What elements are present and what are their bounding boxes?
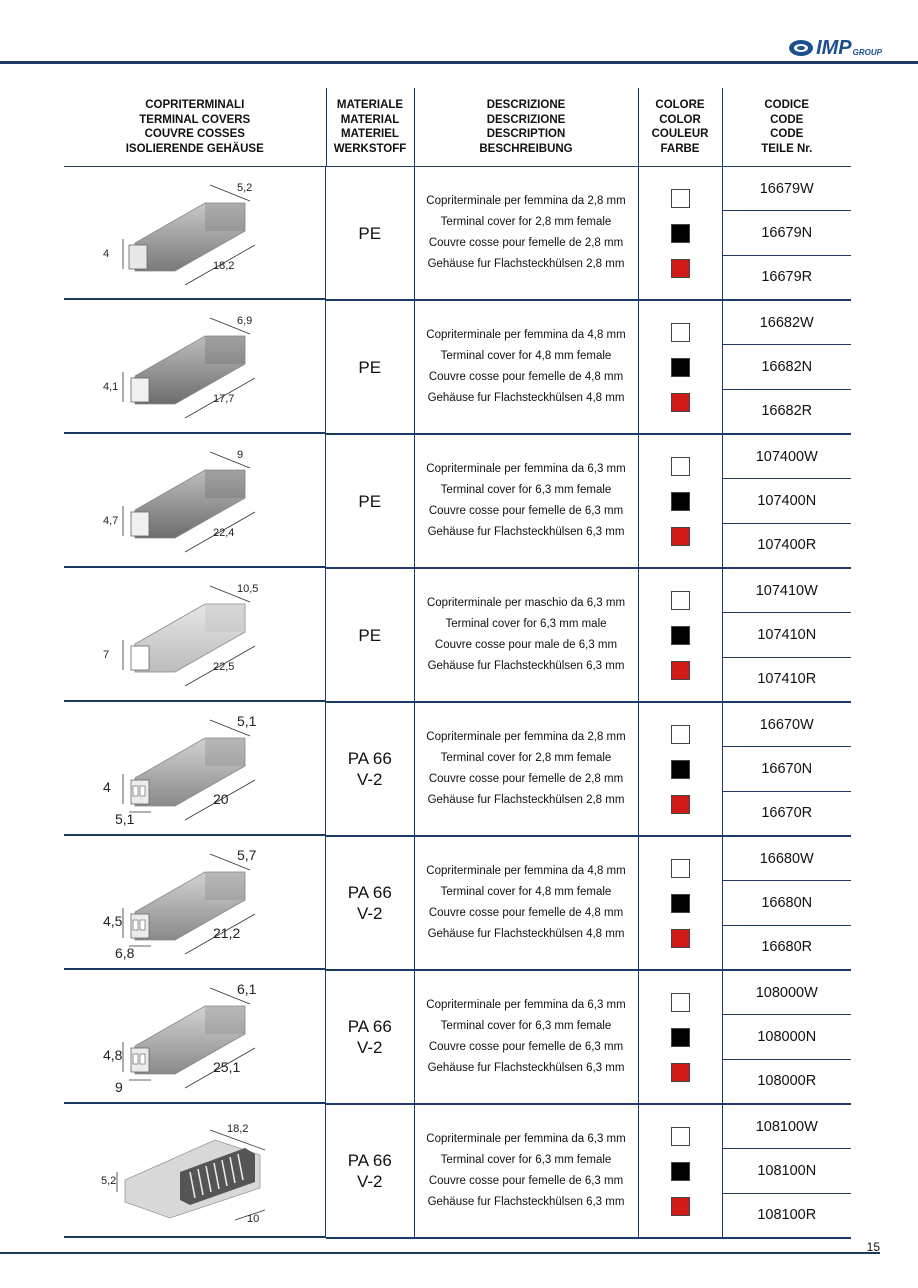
- description-cell: [414, 836, 638, 970]
- color-swatch-black: [671, 492, 690, 511]
- product-row: [64, 568, 851, 702]
- desc-de: Gehäuse fur Flachsteckhülsen 6,3 mm: [427, 1196, 625, 1208]
- color-swatch-red: [671, 1063, 690, 1082]
- color-swatch-red: [671, 929, 690, 948]
- color-swatch-white: [671, 993, 690, 1012]
- dimension-label: 6,1: [236, 981, 256, 997]
- product-drawing-cell: [64, 568, 326, 702]
- terminal-cover-drawing: [95, 708, 295, 828]
- dimension-label: 6,8: [114, 945, 134, 961]
- code-black: 108100N: [723, 1149, 852, 1193]
- material-label: PE: [358, 625, 382, 645]
- color-swatch-white: [671, 859, 690, 878]
- color-swatch-red: [671, 527, 690, 546]
- material-cell: [326, 167, 414, 301]
- brand-sub: GROUP: [852, 48, 882, 57]
- desc-fr: Couvre cosse pour femelle de 2,8 mm: [428, 773, 624, 785]
- cover-side: [205, 872, 245, 900]
- material-label: V-2: [356, 1038, 383, 1057]
- desc-en: Terminal cover for 6,3 mm male: [445, 618, 607, 630]
- desc-en: Terminal cover for 2,8 mm female: [440, 752, 612, 764]
- product-row: [64, 970, 851, 1104]
- description-cell: [414, 970, 638, 1104]
- dimension-label: 10,5: [236, 583, 258, 595]
- color-swatch-black: [671, 224, 690, 243]
- color-cell: [638, 702, 722, 836]
- product-drawing-cell: [64, 300, 326, 434]
- material-cell: [326, 702, 414, 836]
- color-swatch-white: [671, 725, 690, 744]
- dimension-label: 5,2: [100, 1175, 116, 1187]
- cover-side: [205, 738, 245, 766]
- dimension-label: 22,4: [212, 527, 234, 539]
- top-rule: [0, 61, 918, 64]
- desc-en: Terminal cover for 6,3 mm female: [440, 1020, 612, 1032]
- code-white: 107400W: [723, 435, 852, 479]
- code-white: 108000W: [723, 971, 852, 1015]
- desc-en: Terminal cover for 2,8 mm female: [440, 216, 612, 228]
- product-drawing-cell: [64, 167, 326, 300]
- desc-de: Gehäuse fur Flachsteckhülsen 6,3 mm: [427, 660, 625, 672]
- dimension-label: 9: [114, 1079, 123, 1095]
- code-cell: [722, 970, 851, 1104]
- dimension-label: 5,1: [236, 713, 256, 729]
- desc-de: Gehäuse fur Flachsteckhülsen 6,3 mm: [427, 1062, 625, 1074]
- dimension-label: 5,7: [236, 847, 256, 863]
- cover-slot: [140, 786, 145, 796]
- color-swatch-black: [671, 1028, 690, 1047]
- code-cell: [722, 300, 851, 434]
- header-product: COPRITERMINALI TERMINAL COVERS COUVRE COSSES ISOLIERENDE GEHÄUSE: [64, 88, 326, 167]
- color-swatch-red: [671, 393, 690, 412]
- product-drawing-cell: [64, 1104, 326, 1238]
- material-label: PA 66: [347, 1017, 392, 1036]
- description-cell: [414, 300, 638, 434]
- desc-en: Terminal cover for 6,3 mm female: [440, 1154, 612, 1166]
- product-drawing-cell: [64, 970, 326, 1104]
- cover-opening: [129, 245, 147, 269]
- cover-side: [205, 470, 245, 498]
- dimension-label: 17,7: [212, 393, 234, 405]
- desc-fr: Couvre cosse pour femelle de 4,8 mm: [428, 371, 624, 383]
- terminal-cover-drawing: [95, 574, 295, 694]
- product-row: [64, 300, 851, 434]
- cover-opening: [131, 378, 149, 402]
- description-cell: [414, 1104, 638, 1238]
- desc-it: Copriterminale per femmina da 2,8 mm: [426, 731, 626, 743]
- cover-opening: [131, 512, 149, 536]
- code-white: 107410W: [723, 569, 852, 613]
- color-swatch-white: [671, 323, 690, 342]
- desc-it: Copriterminale per maschio da 6,3 mm: [426, 597, 626, 609]
- product-drawing-cell: [64, 702, 326, 836]
- code-cell: [722, 568, 851, 702]
- desc-fr: Couvre cosse pour male de 6,3 mm: [434, 639, 618, 651]
- dimension-label: 4: [102, 247, 109, 260]
- color-cell: [638, 970, 722, 1104]
- cover-slot: [133, 786, 138, 796]
- color-swatch-red: [671, 661, 690, 680]
- cover-slot: [140, 920, 145, 930]
- product-row: [64, 702, 851, 836]
- desc-de: Gehäuse fur Flachsteckhülsen 2,8 mm: [427, 794, 625, 806]
- terminal-cover-drawing: [95, 440, 295, 560]
- desc-de: Gehäuse fur Flachsteckhülsen 4,8 mm: [427, 392, 625, 404]
- color-swatch-red: [671, 795, 690, 814]
- product-row: [64, 1104, 851, 1238]
- code-cell: [722, 167, 851, 301]
- code-red: 107400R: [757, 537, 817, 554]
- product-row: [64, 836, 851, 970]
- desc-fr: Couvre cosse pour femelle de 6,3 mm: [428, 505, 624, 517]
- desc-fr: Couvre cosse pour femelle de 6,3 mm: [428, 1041, 624, 1053]
- page-number: 15: [866, 1240, 880, 1254]
- dimension-label: 7: [102, 649, 109, 661]
- code-black: 16670N: [723, 747, 852, 791]
- bottom-rule: [0, 1252, 880, 1254]
- dimension-label: 9: [236, 449, 243, 461]
- desc-it: Copriterminale per femmina da 2,8 mm: [426, 195, 626, 207]
- code-white: 16682W: [723, 301, 852, 345]
- material-cell: [326, 568, 414, 702]
- product-drawing-cell: [64, 836, 326, 970]
- desc-it: Copriterminale per femmina da 4,8 mm: [426, 329, 626, 341]
- cover-slot: [133, 1054, 138, 1064]
- desc-fr: Couvre cosse pour femelle de 2,8 mm: [428, 237, 624, 249]
- dimension-label: 4,1: [102, 381, 118, 393]
- color-swatch-black: [671, 1162, 690, 1181]
- desc-de: Gehäuse fur Flachsteckhülsen 2,8 mm: [427, 258, 625, 270]
- dimension-label: 5,1: [114, 811, 134, 827]
- description-cell: [414, 167, 638, 301]
- code-cell: [722, 1104, 851, 1238]
- code-red: 16680R: [761, 939, 813, 956]
- dimension-label: 21,2: [212, 925, 240, 941]
- product-row: [64, 434, 851, 568]
- material-label: PA 66: [347, 749, 392, 768]
- desc-fr: Couvre cosse pour femelle de 6,3 mm: [428, 1175, 624, 1187]
- header-code: CODICE CODE CODE TEILE Nr.: [722, 88, 851, 167]
- cover-side: [205, 336, 245, 364]
- code-red: 108100R: [757, 1207, 817, 1224]
- material-cell: [326, 1104, 414, 1238]
- color-swatch-white: [671, 457, 690, 476]
- dimension-label: 25,1: [212, 1059, 240, 1075]
- cover-side: [205, 1006, 245, 1034]
- terminal-cover-drawing: [95, 842, 295, 962]
- color-swatch-white: [671, 189, 690, 208]
- dimension-label: 18,2: [226, 1123, 248, 1135]
- code-cell: [722, 836, 851, 970]
- code-white: 16680W: [723, 837, 852, 881]
- code-red: 108000R: [757, 1073, 817, 1090]
- material-cell: [326, 434, 414, 568]
- header-material: MATERIALE MATERIAL MATERIEL WERKSTOFF: [326, 88, 414, 167]
- header-description: DESCRIZIONE DESCRIZIONE DESCRIPTION BESCHREIBUNG: [414, 88, 638, 167]
- description-cell: [414, 434, 638, 568]
- terminal-cover-drawing: [95, 976, 295, 1096]
- color-swatch-white: [671, 591, 690, 610]
- desc-en: Terminal cover for 6,3 mm female: [440, 484, 612, 496]
- product-drawing-cell: [64, 434, 326, 568]
- cover-side: [205, 604, 245, 632]
- dimension-label: 4,7: [102, 515, 118, 527]
- terminal-cover-drawing: [95, 173, 295, 293]
- code-black: 108000N: [723, 1015, 852, 1059]
- code-red: 16670R: [761, 805, 813, 822]
- material-label: PE: [358, 223, 382, 243]
- code-red: 107410R: [757, 671, 817, 688]
- cover-slot: [133, 920, 138, 930]
- material-label: PA 66: [347, 883, 392, 902]
- terminal-cover-drawing: [95, 1110, 295, 1230]
- dimension-label: 4: [102, 779, 111, 795]
- material-label: PE: [358, 357, 382, 377]
- catalog-table: [64, 88, 851, 1239]
- material-label: V-2: [356, 770, 383, 789]
- color-swatch-red: [671, 1197, 690, 1216]
- code-white: 108100W: [723, 1105, 852, 1149]
- dimension-label: 4,5: [102, 913, 122, 929]
- code-cell: [722, 434, 851, 568]
- color-swatch-black: [671, 358, 690, 377]
- description-cell: [414, 702, 638, 836]
- color-cell: [638, 300, 722, 434]
- dimension-label: 5,2: [236, 181, 252, 194]
- brand-logo: [788, 38, 882, 58]
- material-label: V-2: [356, 904, 383, 923]
- desc-it: Copriterminale per femmina da 6,3 mm: [426, 463, 626, 475]
- header-color: COLORE COLOR COULEUR FARBE: [638, 88, 722, 167]
- dimension-label: 22,5: [212, 661, 234, 673]
- desc-de: Gehäuse fur Flachsteckhülsen 6,3 mm: [427, 526, 625, 538]
- dimension-label: 4,8: [102, 1047, 122, 1063]
- material-label: PA 66: [347, 1151, 392, 1170]
- dimension-label: 18,2: [212, 259, 234, 272]
- material-label: V-2: [356, 1172, 383, 1191]
- desc-it: Copriterminale per femmina da 4,8 mm: [426, 865, 626, 877]
- code-cell: [722, 702, 851, 836]
- color-swatch-black: [671, 760, 690, 779]
- color-swatch-black: [671, 894, 690, 913]
- code-black: 16679N: [723, 211, 852, 255]
- color-cell: [638, 1104, 722, 1238]
- color-cell: [638, 434, 722, 568]
- material-cell: [326, 836, 414, 970]
- material-cell: [326, 970, 414, 1104]
- color-swatch-black: [671, 626, 690, 645]
- desc-fr: Couvre cosse pour femelle de 4,8 mm: [428, 907, 624, 919]
- description-cell: [414, 568, 638, 702]
- cover-opening: [131, 646, 149, 670]
- code-black: 16682N: [723, 345, 852, 389]
- terminal-cover-drawing: [95, 306, 295, 426]
- logo-mark-icon: [788, 38, 814, 58]
- cover-slot: [140, 1054, 145, 1064]
- code-black: 16680N: [723, 881, 852, 925]
- code-red: 16682R: [761, 403, 813, 420]
- product-row: [64, 167, 851, 301]
- dimension-line: [210, 452, 250, 468]
- code-black: 107400N: [723, 479, 852, 523]
- dimension-label: 20: [212, 791, 229, 807]
- desc-it: Copriterminale per femmina da 6,3 mm: [426, 999, 626, 1011]
- cover-side: [205, 203, 245, 231]
- color-cell: [638, 167, 722, 301]
- code-red: 16679R: [761, 269, 813, 286]
- color-cell: [638, 568, 722, 702]
- code-white: 16679W: [723, 167, 852, 211]
- dimension-label: 10: [246, 1213, 259, 1225]
- code-white: 16670W: [723, 703, 852, 747]
- color-cell: [638, 836, 722, 970]
- color-swatch-white: [671, 1127, 690, 1146]
- dimension-label: 6,9: [236, 315, 252, 327]
- desc-it: Copriterminale per femmina da 6,3 mm: [426, 1133, 626, 1145]
- desc-en: Terminal cover for 4,8 mm female: [440, 886, 612, 898]
- material-cell: [326, 300, 414, 434]
- color-swatch-red: [671, 259, 690, 278]
- desc-en: Terminal cover for 4,8 mm female: [440, 350, 612, 362]
- desc-de: Gehäuse fur Flachsteckhülsen 4,8 mm: [427, 928, 625, 940]
- material-label: PE: [358, 491, 382, 511]
- code-black: 107410N: [723, 613, 852, 657]
- header-row: [64, 88, 851, 167]
- brand-name: IMP: [816, 37, 852, 59]
